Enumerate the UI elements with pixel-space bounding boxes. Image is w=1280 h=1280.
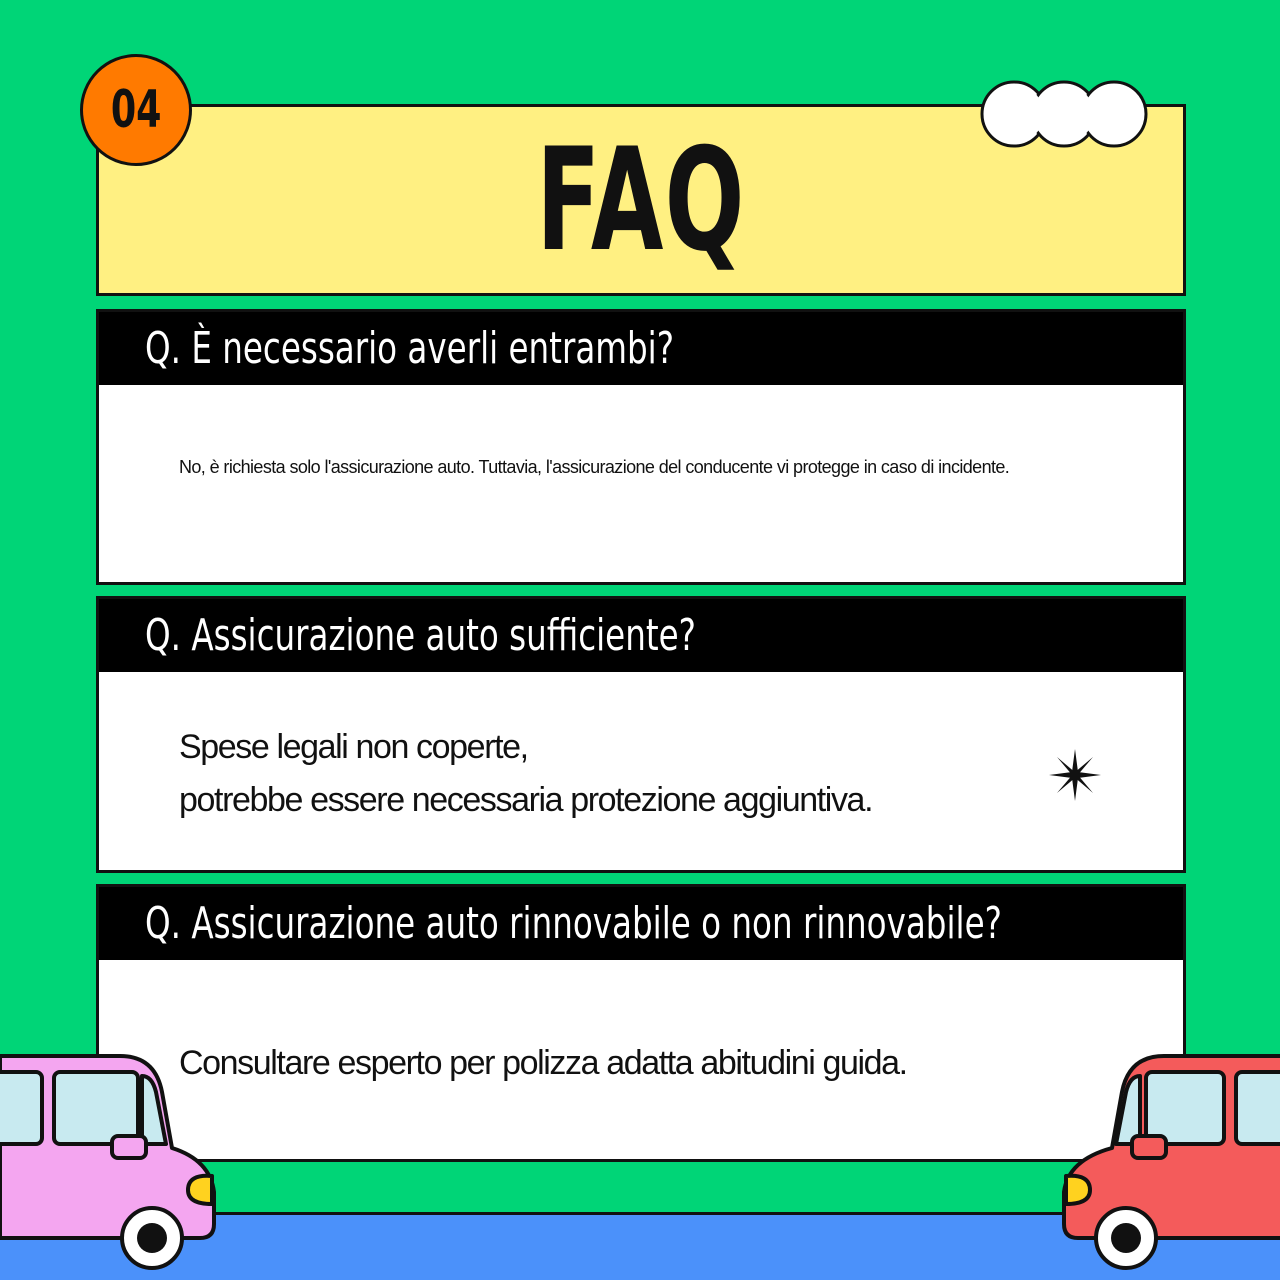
page-title: FAQ [536, 117, 746, 283]
faq-answer-line: potrebbe essere necessaria protezione aggiuntiva. [179, 781, 873, 819]
faq-question: Q. È necessario averli entrambi? [145, 323, 675, 374]
faq-answer: Consultare esperto per polizza adatta abitudini guida. [179, 1044, 907, 1082]
faq-question-bar [99, 312, 1183, 385]
faq-answer-line: Spese legali non coperte, [179, 728, 528, 766]
faq-answer [179, 721, 872, 827]
car-right-icon [1060, 1052, 1280, 1270]
faq-card-3 [96, 884, 1186, 1162]
faq-card-2 [96, 596, 1186, 873]
faq-question-bar [99, 887, 1183, 960]
cloud-icon [976, 80, 1152, 150]
sparkle-icon [1047, 747, 1103, 803]
badge-number: 04 [110, 80, 162, 140]
faq-question: Q. Assicurazione auto rinnovabile o non rinnovabile? [145, 898, 1002, 949]
number-badge [80, 54, 192, 166]
faq-card-1 [96, 309, 1186, 585]
faq-question: Q. Assicurazione auto sufficiente? [145, 610, 696, 661]
car-left-icon [0, 1052, 218, 1270]
faq-answer: No, è richiesta solo l'assicurazione auto. Tuttavia, l'assicurazione del conducente vi protegge in caso di incidente. [179, 457, 1010, 477]
faq-question-bar [99, 599, 1183, 672]
